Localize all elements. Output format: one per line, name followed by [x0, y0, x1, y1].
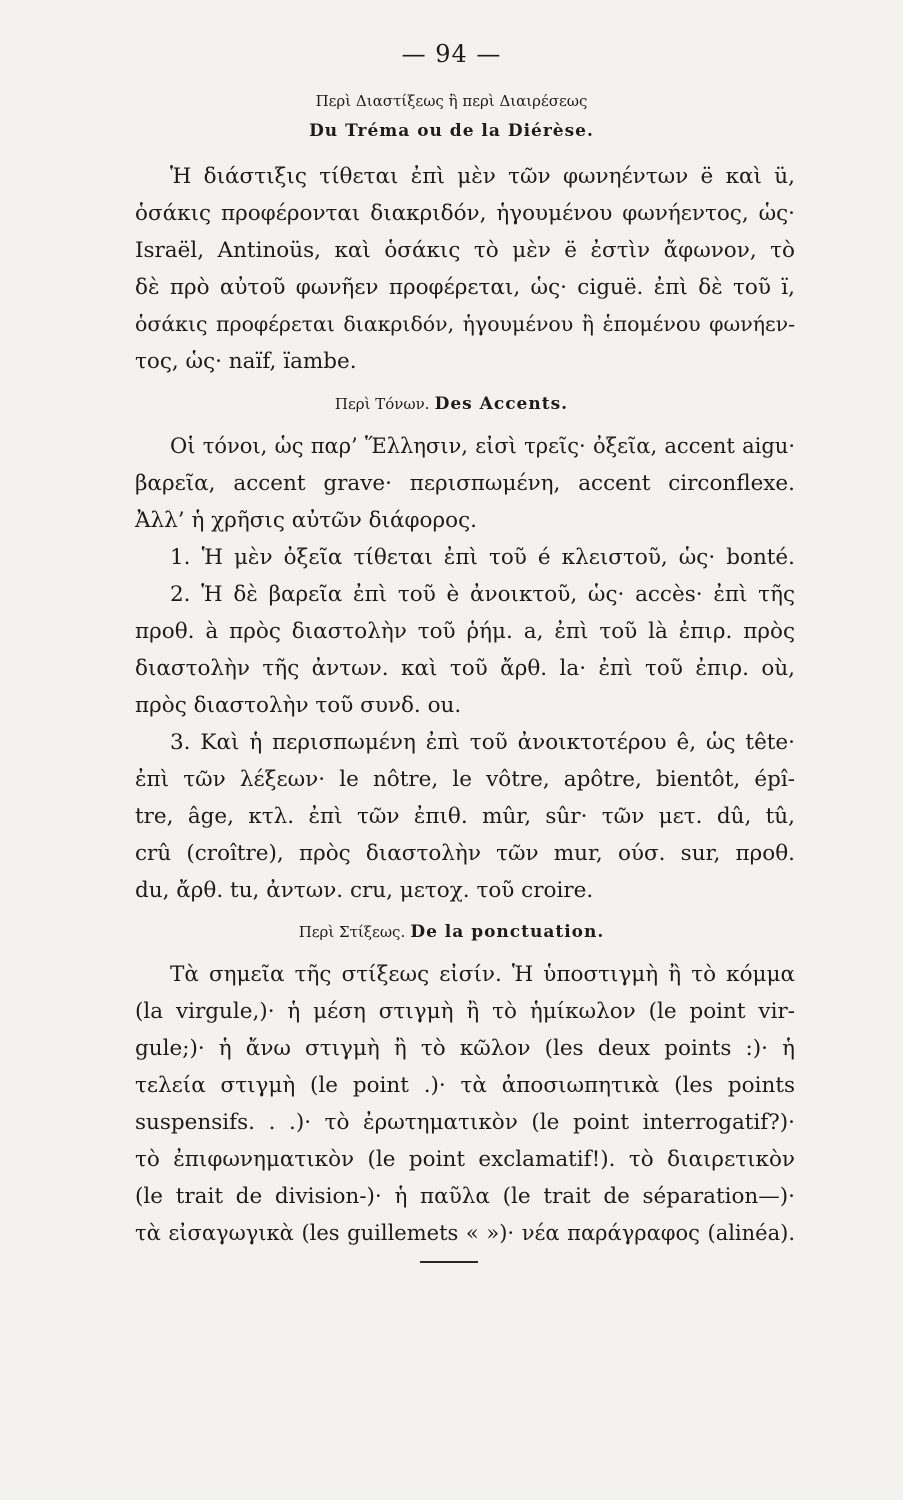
paragraph-line: τὸ ἐπιφωνηματικὸν (le point exclamatif!). τὸ διαιρετικὸν [135, 1147, 795, 1172]
section-heading-french: Des Accents. [434, 394, 569, 414]
section-heading-french: De la ponctuation. [410, 922, 605, 942]
end-rule [420, 1261, 478, 1263]
paragraph-line: ἐπὶ τῶν λέξεων· le nôtre, le vôtre, apôtre, bientôt, épî- [135, 767, 795, 792]
paragraph-line: 1. Ἡ μὲν ὀξεῖα τίθεται ἐπὶ τοῦ é κλειστοῦ, ὡς· bonté. [170, 545, 795, 570]
paragraph-line: ὁσάκις προφέρεται διακριδόν, ἡγουμένου ἢ ἑπομένου φωνήεν- [135, 312, 795, 336]
section-heading [0, 922, 903, 942]
section-heading-greek: Περὶ Τόνων. [334, 395, 430, 413]
page-number: — 94 — [401, 40, 502, 68]
paragraph-line: Οἱ τόνοι, ὡς παρ’ Ἕλλησιν, εἰσὶ τρεῖς· ὀξεῖα, accent aigu· [170, 434, 795, 458]
section-heading [0, 394, 903, 414]
paragraph-line: 2. Ἡ δὲ βαρεῖα ἐπὶ τοῦ è ἀνοικτοῦ, ὡς· accès· ἐπὶ τῆς [170, 582, 795, 607]
paragraph-line: gule;)· ἡ ἄνω στιγμὴ ἢ τὸ κῶλον (les deux points :)· ἡ [135, 1036, 795, 1061]
paragraph-line: τὰ εἰσαγωγικὰ (les guillemets « »)· νέα παράγραφος (alinéa). [135, 1221, 795, 1245]
paragraph-line: 3. Καὶ ἡ περισπωμένη ἐπὶ τοῦ ἀνοικτοτέρου ê, ὡς tête· [170, 730, 795, 755]
paragraph-line: Ἡ διάστιξις τίθεται ἐπὶ μὲν τῶν φωνηέντων ë καὶ ü, [170, 164, 795, 189]
paragraph-line: τελεία στιγμὴ (le point .)· τὰ ἀποσιωπητικὰ (les points [135, 1073, 795, 1098]
section-heading-french: Du Tréma ou de la Diérèse. [309, 121, 594, 141]
paragraph-line: (le trait de division-)· ἡ παῦλα (le trait de séparation—)· [135, 1184, 795, 1209]
paragraph-line: διαστολὴν τῆς ἀντων. καὶ τοῦ ἄρθ. la· ἐπὶ τοῦ ἐπιρ. où, [135, 656, 795, 681]
section-heading-greek: Περὶ Στίξεως. [298, 923, 406, 941]
paragraph-line: Τὰ σημεῖα τῆς στίξεως εἰσίν. Ἡ ὑποστιγμὴ ἢ τὸ κόμμα [170, 962, 795, 987]
paragraph-line: προθ. à πρὸς διαστολὴν τοῦ ῥήμ. a, ἐπὶ τοῦ là ἐπιρ. πρὸς [135, 619, 795, 644]
paragraph-line: tre, âge, κτλ. ἐπὶ τῶν ἐπιθ. mûr, sûr· τῶν μετ. dû, tû, [135, 804, 795, 829]
paragraph-line: suspensifs. . .)· τὸ ἐρωτηματικὸν (le point interrogatif?)· [135, 1110, 795, 1135]
paragraph-line: (la virgule,)· ἡ μέση στιγμὴ ἢ τὸ ἡμίκωλον (le point vir- [135, 999, 795, 1024]
paragraph-line: πρὸς διαστολὴν τοῦ συνδ. ou. [135, 693, 462, 718]
section-heading-greek: Περὶ Διαστίξεως ἢ περὶ Διαιρέσεως [315, 92, 588, 110]
paragraph-line: ὁσάκις προφέρονται διακριδόν, ἡγουμένου φωνήεντος, ὡς· [135, 201, 795, 226]
paragraph-line: crû (croître), πρὸς διαστολὴν τῶν mur, ούσ. sur, προθ. [135, 841, 795, 866]
paragraph-line: du, ἄρθ. tu, ἀντων. cru, μετοχ. τοῦ croire. [135, 878, 594, 903]
paragraph-line: Israël, Antinoüs, καὶ ὁσάκις τὸ μὲν ë ἐστὶν ἄφωνον, τὸ [135, 238, 795, 263]
paragraph-line: δὲ πρὸ αὐτοῦ φωνῆεν προφέρεται, ὡς· ciguë. ἐπὶ δὲ τοῦ ï, [135, 275, 795, 300]
paragraph-line: τος, ὡς· naïf, ïambe. [135, 349, 357, 374]
paragraph-line: Ἀλλ’ ἡ χρῆσις αὐτῶν διάφορος. [135, 508, 477, 533]
paragraph-line: βαρεῖα, accent grave· περισπωμένη, accent circonflexe. [135, 471, 795, 496]
